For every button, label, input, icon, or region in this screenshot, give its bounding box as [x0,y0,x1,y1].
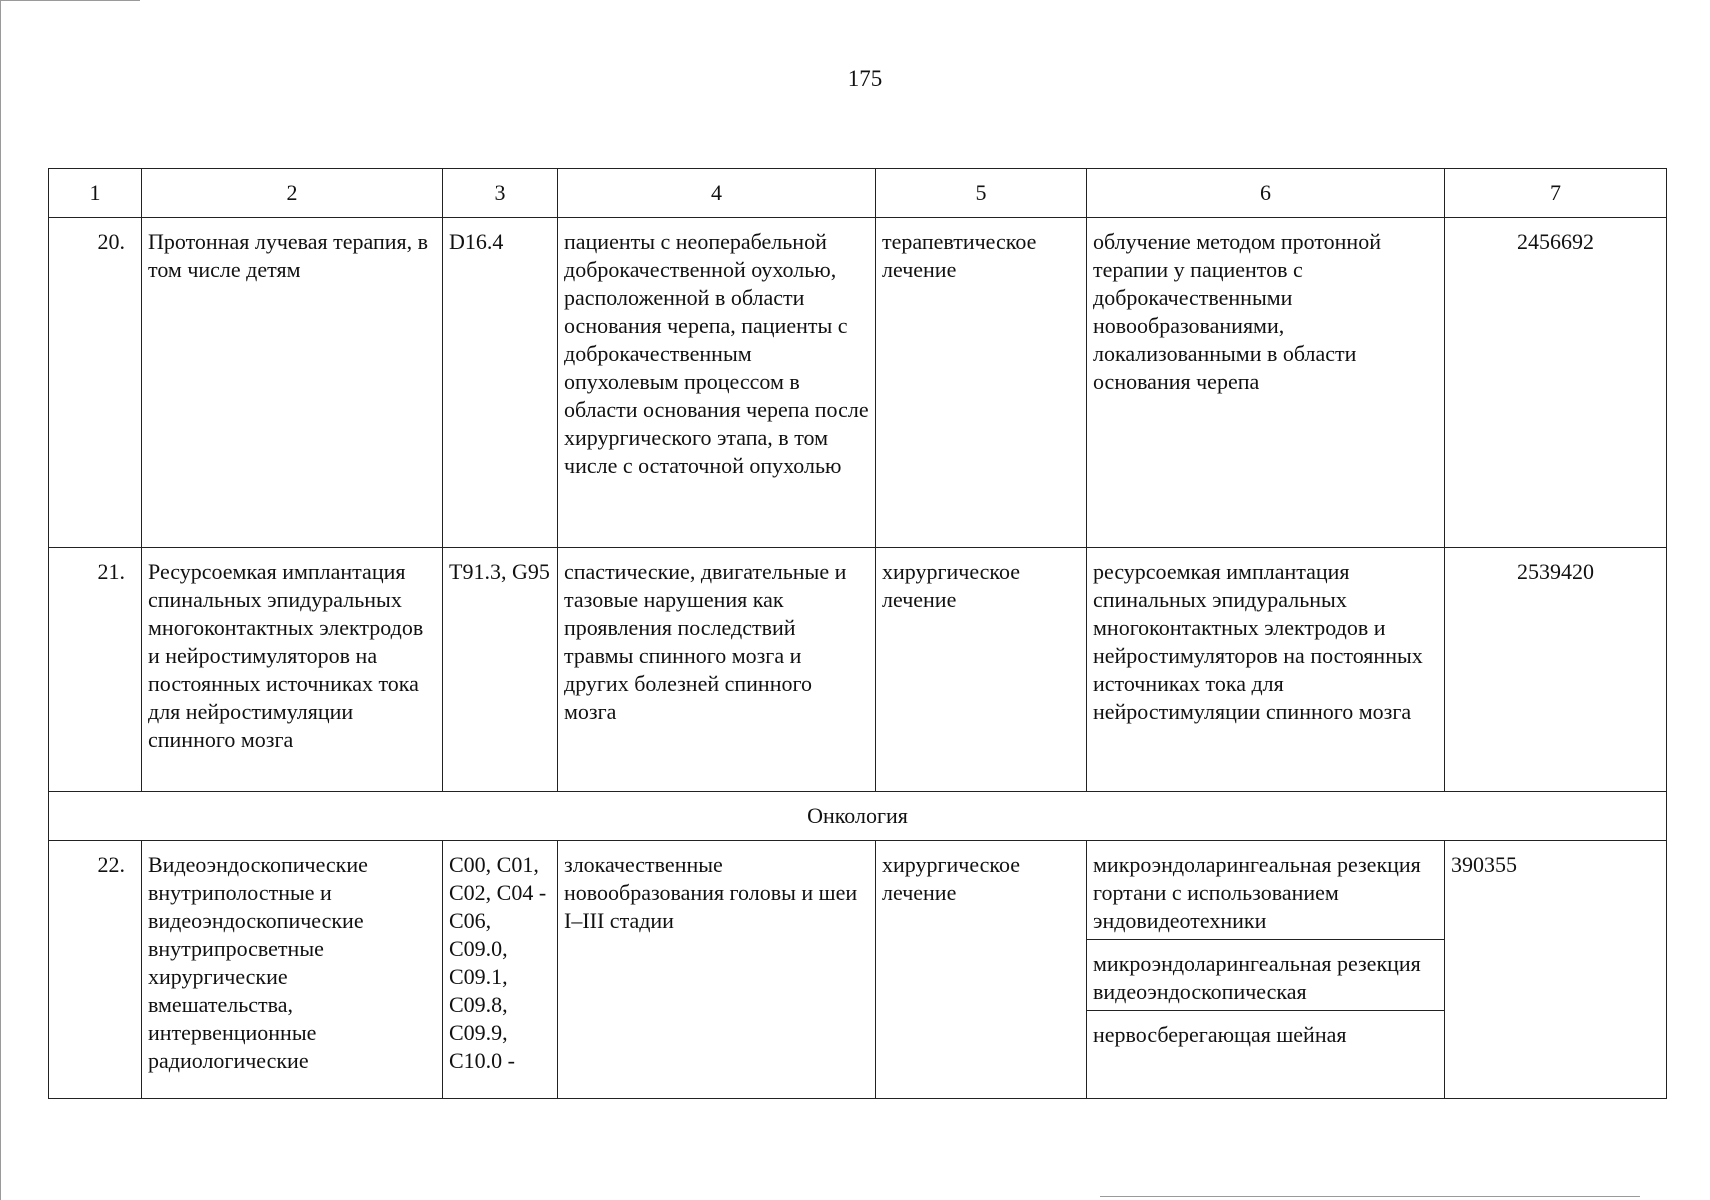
scan-left-edge [0,0,1,1200]
table-row [49,548,1667,792]
scan-edge-line [0,0,140,1]
standard-price: 2539420 [1445,548,1667,792]
icd-codes: D16.4 [443,218,558,548]
treatment-method: облучение методом протонной терапии у пациентов с доброкачественными новообразованиями, локализованными в области основания черепа [1087,218,1445,548]
column-number-row [49,169,1667,218]
treatment-method: ресурсоемкая имплантация спинальных эпидуральных многоконтактных электродов и нейростимуляторов на постоянных источниках тока для нейростимуляции спинного мозга [1087,548,1445,792]
section-title: Онкология [49,792,1667,841]
column-number: 6 [1087,169,1445,218]
treatment-method: микроэндоларингеальная резекция гортани с использованием эндовидеотехники [1087,841,1444,940]
patient-model: злокачественные новообразования головы и шеи I–III стадии [558,841,876,1099]
services-table [48,168,1667,1099]
table-row [49,218,1667,548]
row-number: 22. [49,841,142,1099]
patient-model: спастические, двигательные и тазовые нарушения как проявления последствий травмы спинного мозга и других болезней спинного мозга [558,548,876,792]
treatment-type: хирургическое лечение [876,841,1087,1099]
column-number: 4 [558,169,876,218]
treatment-method: микроэндоларингеальная резекция видеоэндоскопическая [1087,940,1444,1011]
care-type-name: Ресурсоемкая имплантация спинальных эпидуральных многоконтактных электродов и нейростимуляторов на постоянных источниках тока для нейростимуляции спинного мозга [142,548,443,792]
icd-codes: T91.3, G95 [443,548,558,792]
standard-price: 2456692 [1445,218,1667,548]
column-number: 2 [142,169,443,218]
column-number: 1 [49,169,142,218]
section-row [49,792,1667,841]
treatment-type: хирургическое лечение [876,548,1087,792]
table-row [49,841,1667,1099]
page-number: 175 [847,66,883,91]
scan-bottom-line [1100,1196,1640,1197]
treatment-methods [1087,841,1445,1099]
patient-model: пациенты с неоперабельной доброкачественной оухолью, расположенной в области основания черепа, пациенты с доброкачественным опухолевым процессом в области основания черепа после хирургического этапа, в том числе с остаточной опухолью [558,218,876,548]
care-type-name: Видеоэндоскопические внутриполостные и видеоэндоскопические внутрипросветные хирургические вмешательства, интервенционные радиологические [142,841,443,1099]
standard-price: 390355 [1445,841,1667,1099]
icd-codes: C00, C01, C02, C04 - C06, C09.0, C09.1, C09.8, C09.9, C10.0 - [443,841,558,1099]
treatment-type: терапевтическое лечение [876,218,1087,548]
column-number: 3 [443,169,558,218]
row-number: 20. [49,218,142,548]
column-number: 5 [876,169,1087,218]
column-number: 7 [1445,169,1667,218]
treatment-method: нервосберегающая шейная [1093,1022,1347,1047]
care-type-name: Протонная лучевая терапия, в том числе детям [142,218,443,548]
row-number: 21. [49,548,142,792]
